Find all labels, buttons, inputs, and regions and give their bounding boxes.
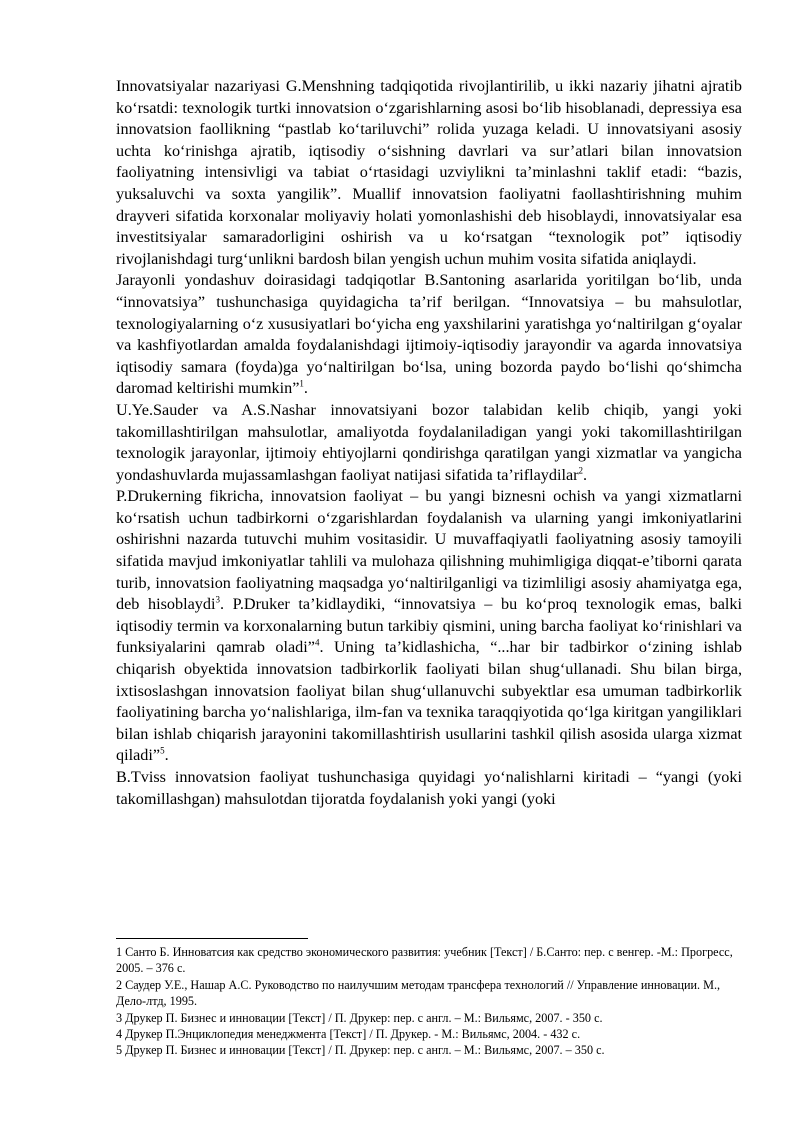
footnote-5: 5 Друкер П. Бизнес и инновации [Текст] / П. Друкер: пер. с англ. – М.: Вильямс, 2007. – 350 с. (116, 1043, 605, 1058)
paragraph-sauder (116, 400, 742, 486)
paragraph-tail: . (583, 465, 588, 484)
paragraph-text: Innovatsiyalar nazariyasi G.Menshning tadqiqotida rivojlantirilib, u ikki nazariy jihatni ajratib ko‘rsatdi: texnologik turtki innovatsion o‘zgarishlarning asosi bo‘lib hisoblanadi, depressiya esa innovatsion faollikning “pastlab ko‘tariluvchi” rolida yuzaga keladi. U innovatsiyani asosiy uchta ko‘rinishga ajratib, iqtisodiy o‘sishning davrlari va sur’atlari bilan innovatsion faoliyatning intensivligi va tabiat o‘rtasidagi uzviylikni ta’minlashni taklif etadi: “bazis, yuksaluvchi va soxta yangilik”. Muallif innovatsion faoliyatni faollashtirishning muhim drayveri sifatida korxonalar moliyaviy holati yomonlashishi deb hisoblaydi, innovatsiyalar esa investitsiyalar samaradorligini oshirish va u ko‘rsatgan “texnologik pot” iqtisodiy rivojlanishdagi turg‘unlikni bardosh bilan yengish uchun muhim vosita sifatida aniqlaydi. (116, 77, 742, 268)
paragraph-twiss (116, 767, 742, 810)
footnote-ref-2[interactable]: 2 (578, 465, 584, 476)
paragraph-text: B.Tviss innovatsion faoliyat tushunchasiga quyidagi yo‘nalishlarni kiritadi – “yangi (yoki takomillashgan) mahsulotdan tijoratda foydalanish yoki yangi (yoki (116, 768, 742, 808)
paragraph-text: U.Ye.Sauder va A.S.Nashar innovatsiyani bozor talabidan kelib chiqib, yangi yoki takomillashtirilgan mahsulotlar, amaliyotda foydalaniladigan yangi yoki takomillashtirilgan texnologik jarayonlar, ijtimoiy ehtiyojlarni qondirishga qaratilgan yangi xizmatlar va yangicha yondashuvlarda mujassamlashgan faoliyat natijasi sifatida ta’riflaydilar (116, 400, 742, 484)
paragraph-drucker (116, 486, 742, 767)
paragraph-santo (116, 270, 742, 400)
footnote-ref-4[interactable]: 4 (314, 638, 320, 649)
paragraph-tail: . (303, 379, 308, 398)
footnote-separator (116, 938, 308, 939)
footnote-ref-3[interactable]: 3 (215, 594, 220, 605)
footnotes (116, 944, 742, 1059)
paragraph-text: P.Drukerning fikricha, innovatsion faoliyat – bu yangi biznesni ochish va yangi xizmatlarni ko‘rsatish uchun tadbirkorni o‘zgarishlardan foydalanish va ularning yangi imkoniyatlarini oshirishni nazarda tutuvchi muhim vositasidir. U muvaffaqiyatli faoliyatning asosiy tamoyili sifatida mavjud imkoniyatlar tahlili va mulohaza qilishning muhimligiga diqqat-e’tiborni qarata turib, innovatsion faoliyatning maqsadga yo‘naltirilganligi va tizimliligi asosiy ahamiyatga ega, deb hisoblaydi (116, 487, 742, 614)
paragraph-text: Jarayonli yondashuv doirasidagi tadqiqotlar B.Santoning asarlarida yoritilgan bo‘lib, unda “innovatsiya” tushunchasiga quyidagicha ta’rif berilgan. “Innovatsiya – bu mahsulotlar, texnologiyalarning o‘z xususiyatlari bo‘yicha eng yaxshilarini yaratishga yo‘naltirilgan g‘oyalar va kashfiyotlardan amalda foydalanishdagi ijtimoiy-iqtisodiy jarayondir va agarda innovatsiya iqtisodiy samara (foyda)ga yo‘naltirilgan bo‘lsa, uning bozorda paydo bo‘lishi qo‘shimcha daromad keltirishi mumkin” (116, 271, 742, 398)
paragraph-tail: . (164, 746, 169, 765)
paragraph-tail: . Uning ta’kidlashicha, “...har bir tadbirkor o‘zining ishlab chiqarish obyektida innovatsion tadbirkorlik faoliyati bilan shug‘ullanadi. Shu bilan birga, ixtisoslashgan innovatsion faoliyat bilan shug‘ullanuvchi subyektlar esa umuman tadbirkorlik faoliyatining barcha yo‘nalishlariga, ilm-fan va texnika taraqqiyotida qo‘lga kiritgan yangiliklari bilan ishlab chiqarish jarayonini takomillashtirish usullarini tashkil qilish asosida ularga xizmat qiladi” (116, 638, 742, 765)
document-body (116, 76, 742, 810)
footnote-1: 1 Санто Б. Инноватсия как средство экономического развития: учебник [Текст] / Б.Санто: пер. с венгер. -М.: Прогресс, 2005. – 376 с. (116, 945, 733, 976)
footnote-ref-5[interactable]: 5 (160, 746, 165, 757)
footnote-4: 4 Друкер П.Энциклопедия менеджмента [Текст] / П. Друкер. - М.: Вильямс, 2004. - 432 с. (116, 1027, 581, 1042)
paragraph-tail: . P.Druker ta’kidlaydiki, “innovatsiya – bu ko‘proq texnologik emas, balki iqtisodiy termin va korxonalarning butun tarkibiy qismini, uning barcha faoliyat ko‘rinishlari va funksiyalarini qamrab oladi” (116, 595, 742, 657)
footnote-ref-1[interactable]: 1 (299, 378, 304, 389)
footnote-2: 2 Саудер У.Е., Нашар А.С. Руководство по наилучшим методам трансфера технологий // Управление инновации. М., Дело-лтд, 1995. (116, 977, 721, 1009)
footnote-3: 3 Друкер П. Бизнес и инновации [Текст] / П. Друкер: пер. с англ. – М.: Вильямс, 2007. - 350 с. (116, 1010, 603, 1025)
paragraph-mensch (116, 76, 742, 270)
